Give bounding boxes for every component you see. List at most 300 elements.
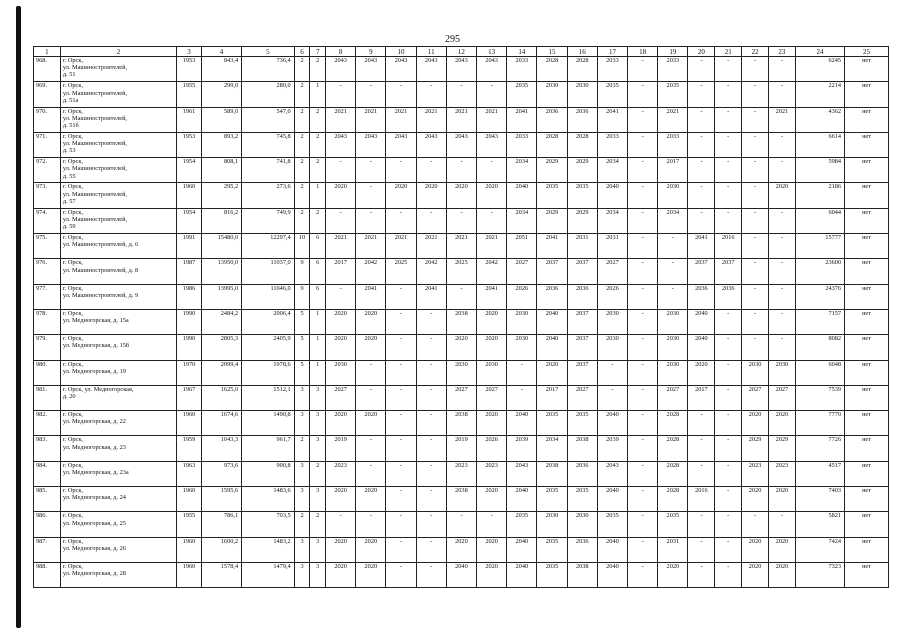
table-cell: - bbox=[628, 208, 658, 233]
row-number-cell: 974. bbox=[34, 208, 61, 233]
column-number: 24 bbox=[795, 47, 844, 57]
table-cell: 2036 bbox=[537, 107, 567, 132]
table-cell: 1960 bbox=[177, 411, 202, 436]
row-number-cell: 982. bbox=[34, 411, 61, 436]
table-cell: - bbox=[416, 158, 446, 183]
table-cell: 2030 bbox=[446, 360, 476, 385]
table-row bbox=[34, 385, 889, 410]
table-cell: нет bbox=[845, 234, 889, 259]
table-cell: 1625,0 bbox=[201, 385, 241, 410]
address-cell: г. Орск, ул. Машиностроителей, д. 8 bbox=[60, 259, 176, 284]
table-cell: 2020 bbox=[477, 309, 507, 334]
table-cell: 1960 bbox=[177, 537, 202, 562]
table-cell: 2041 bbox=[416, 284, 446, 309]
column-number: 17 bbox=[597, 47, 627, 57]
table-cell: 2033 bbox=[658, 132, 688, 157]
table-cell: 2 bbox=[294, 512, 310, 537]
table-cell: 2006,4 bbox=[242, 309, 295, 334]
table-cell: - bbox=[386, 537, 416, 562]
table-cell: 2041 bbox=[597, 107, 627, 132]
table-cell: 2038 bbox=[446, 309, 476, 334]
table-row bbox=[34, 208, 889, 233]
table-row bbox=[34, 512, 889, 537]
table-cell: - bbox=[688, 132, 715, 157]
table-row bbox=[34, 284, 889, 309]
table-cell: 2036 bbox=[567, 461, 597, 486]
table-row bbox=[34, 309, 889, 334]
table-cell: 2021 bbox=[477, 107, 507, 132]
table-cell: 2038 bbox=[446, 487, 476, 512]
table-cell: нет bbox=[845, 537, 889, 562]
address-cell: г. Орск, ул. Медногорская, д. 23 bbox=[60, 436, 176, 461]
table-row bbox=[34, 183, 889, 208]
table-cell: 15480,0 bbox=[201, 234, 241, 259]
table-cell: - bbox=[715, 537, 742, 562]
table-cell: 2042 bbox=[477, 259, 507, 284]
table-cell: 2030 bbox=[507, 309, 537, 334]
table-cell: 15777 bbox=[795, 234, 844, 259]
table-cell: - bbox=[356, 183, 386, 208]
table-cell: 2186 bbox=[795, 183, 844, 208]
table-cell: 1954 bbox=[177, 208, 202, 233]
table-cell: 961,7 bbox=[242, 436, 295, 461]
table-cell: - bbox=[416, 512, 446, 537]
table-cell: 2043 bbox=[326, 132, 356, 157]
table-cell: - bbox=[356, 461, 386, 486]
table-cell: 2 bbox=[310, 158, 326, 183]
table-cell: 2023 bbox=[742, 461, 769, 486]
address-cell: г. Орск, ул. Медногорская, д. 25 bbox=[60, 512, 176, 537]
table-cell: - bbox=[688, 183, 715, 208]
table-cell: - bbox=[768, 208, 795, 233]
table-cell: - bbox=[715, 436, 742, 461]
address-cell: г. Орск, ул. Медногорская, д. 24 bbox=[60, 487, 176, 512]
row-number-cell: 986. bbox=[34, 512, 61, 537]
address-cell: г. Орск, ул. Машиностроителей, д. 6 bbox=[60, 234, 176, 259]
table-cell: 2036 bbox=[567, 284, 597, 309]
table-cell: 2026 bbox=[477, 436, 507, 461]
table-cell: 2028 bbox=[658, 461, 688, 486]
table-cell: - bbox=[386, 385, 416, 410]
table-cell: - bbox=[416, 385, 446, 410]
table-cell: - bbox=[416, 461, 446, 486]
table-cell: 6614 bbox=[795, 132, 844, 157]
table-cell: 3 bbox=[294, 562, 310, 587]
table-cell: 2023 bbox=[326, 461, 356, 486]
table-cell: 6048 bbox=[795, 360, 844, 385]
address-cell: г. Орск, ул. Медногорская, д. 26 bbox=[60, 537, 176, 562]
table-cell: - bbox=[326, 284, 356, 309]
table-cell: 2038 bbox=[567, 562, 597, 587]
table-cell: - bbox=[768, 309, 795, 334]
table-row bbox=[34, 461, 889, 486]
table-cell: - bbox=[326, 512, 356, 537]
table-cell: - bbox=[628, 234, 658, 259]
table-row bbox=[34, 132, 889, 157]
table-cell: 1483,6 bbox=[242, 487, 295, 512]
table-cell: - bbox=[742, 512, 769, 537]
table-cell: 2034 bbox=[507, 158, 537, 183]
table-cell: 2037 bbox=[567, 360, 597, 385]
table-cell: 1953 bbox=[177, 57, 202, 82]
table-cell: 2034 bbox=[537, 436, 567, 461]
table-cell: - bbox=[715, 107, 742, 132]
table-cell: - bbox=[446, 158, 476, 183]
table-cell: 973,6 bbox=[201, 461, 241, 486]
table-cell: 2035 bbox=[537, 183, 567, 208]
table-cell: 2020 bbox=[768, 537, 795, 562]
table-cell: 1600,2 bbox=[201, 537, 241, 562]
table-cell: - bbox=[742, 309, 769, 334]
table-cell: 5984 bbox=[795, 158, 844, 183]
table-cell: 2 bbox=[310, 57, 326, 82]
address-cell: г. Орск, ул. Медногорская, д. 15а bbox=[60, 309, 176, 334]
table-cell: 1963 bbox=[177, 461, 202, 486]
column-number: 14 bbox=[507, 47, 537, 57]
table-cell: 2030 bbox=[537, 82, 567, 107]
table-cell: - bbox=[356, 158, 386, 183]
table-cell: 2028 bbox=[658, 487, 688, 512]
table-cell: 10 bbox=[294, 234, 310, 259]
table-cell: 2035 bbox=[567, 487, 597, 512]
table-cell: 3 bbox=[294, 385, 310, 410]
table-cell: 589,0 bbox=[201, 107, 241, 132]
table-cell: 1043,3 bbox=[201, 436, 241, 461]
table-cell: 1 bbox=[310, 309, 326, 334]
table-cell: - bbox=[628, 132, 658, 157]
table-cell: 2020 bbox=[688, 360, 715, 385]
table-cell: 1479,4 bbox=[242, 562, 295, 587]
table-cell: - bbox=[715, 487, 742, 512]
table-cell: - bbox=[416, 436, 446, 461]
column-number: 12 bbox=[446, 47, 476, 57]
table-cell: 2025 bbox=[386, 259, 416, 284]
table-cell: - bbox=[356, 360, 386, 385]
table-cell: - bbox=[715, 132, 742, 157]
table-cell: 2039 bbox=[597, 436, 627, 461]
table-cell: 6245 bbox=[795, 57, 844, 82]
table-cell: - bbox=[688, 57, 715, 82]
table-cell: 2033 bbox=[658, 57, 688, 82]
table-cell: - bbox=[628, 512, 658, 537]
table-cell: 2043 bbox=[477, 57, 507, 82]
table-cell: 2030 bbox=[567, 512, 597, 537]
table-cell: 7403 bbox=[795, 487, 844, 512]
column-number-row bbox=[34, 47, 889, 57]
table-cell: нет bbox=[845, 57, 889, 82]
column-number: 21 bbox=[715, 47, 742, 57]
table-cell: нет bbox=[845, 487, 889, 512]
table-cell: 2021 bbox=[446, 234, 476, 259]
housing-repair-schedule-table bbox=[33, 46, 889, 588]
table-cell: - bbox=[356, 82, 386, 107]
table-cell: - bbox=[446, 82, 476, 107]
table-cell: 2020 bbox=[477, 183, 507, 208]
table-cell: 2 bbox=[310, 107, 326, 132]
table-cell: 2020 bbox=[446, 183, 476, 208]
table-row bbox=[34, 57, 889, 82]
address-cell: г. Орск, ул. Машиностроителей, д. 51а bbox=[60, 82, 176, 107]
table-cell: - bbox=[742, 284, 769, 309]
row-number-cell: 978. bbox=[34, 309, 61, 334]
table-cell: 2027 bbox=[446, 385, 476, 410]
table-cell: 5 bbox=[294, 360, 310, 385]
table-cell: 1959 bbox=[177, 436, 202, 461]
table-cell: 2028 bbox=[567, 132, 597, 157]
table-cell: 2030 bbox=[597, 309, 627, 334]
table-cell: 2040 bbox=[507, 411, 537, 436]
table-cell: 1978,6 bbox=[242, 360, 295, 385]
table-cell: 1960 bbox=[177, 562, 202, 587]
table-cell: 2039 bbox=[507, 436, 537, 461]
table-row bbox=[34, 335, 889, 360]
address-cell: г. Орск, ул. Медногорская, д. 15б bbox=[60, 335, 176, 360]
table-cell: 2021 bbox=[658, 107, 688, 132]
table-cell: - bbox=[628, 360, 658, 385]
table-cell: 2099,4 bbox=[201, 360, 241, 385]
table-cell: 3 bbox=[294, 411, 310, 436]
table-cell: нет bbox=[845, 183, 889, 208]
table-cell: 2020 bbox=[356, 309, 386, 334]
table-cell: - bbox=[742, 82, 769, 107]
table-cell: 2043 bbox=[446, 132, 476, 157]
table-cell: 2040 bbox=[507, 183, 537, 208]
table-cell: 2026 bbox=[507, 284, 537, 309]
table-cell: - bbox=[658, 284, 688, 309]
table-cell: - bbox=[477, 158, 507, 183]
table-cell: - bbox=[416, 537, 446, 562]
table-cell: 2030 bbox=[477, 360, 507, 385]
column-number: 16 bbox=[567, 47, 597, 57]
table-cell: 2020 bbox=[326, 335, 356, 360]
table-cell: - bbox=[768, 158, 795, 183]
column-number: 1 bbox=[34, 47, 61, 57]
column-number: 15 bbox=[537, 47, 567, 57]
table-cell: 2041 bbox=[356, 284, 386, 309]
table-cell: 11046,0 bbox=[242, 284, 295, 309]
table-row bbox=[34, 259, 889, 284]
table-cell: - bbox=[386, 208, 416, 233]
table-cell: - bbox=[715, 461, 742, 486]
table-cell: 2043 bbox=[356, 132, 386, 157]
table-cell: 2035 bbox=[537, 562, 567, 587]
table-cell: 2020 bbox=[537, 360, 567, 385]
table-cell: 2020 bbox=[356, 335, 386, 360]
table-cell: 2020 bbox=[326, 537, 356, 562]
table-cell: 4517 bbox=[795, 461, 844, 486]
table-cell: 2021 bbox=[768, 107, 795, 132]
column-number: 7 bbox=[310, 47, 326, 57]
table-cell: 2035 bbox=[658, 512, 688, 537]
table-cell: нет bbox=[845, 107, 889, 132]
table-cell: 2021 bbox=[416, 234, 446, 259]
address-cell: г. Орск, ул. Машиностроителей, д. 53 bbox=[60, 132, 176, 157]
table-cell: 900,8 bbox=[242, 461, 295, 486]
table-cell: нет bbox=[845, 512, 889, 537]
table-cell: 2040 bbox=[537, 309, 567, 334]
table-cell: 2041 bbox=[507, 107, 537, 132]
table-cell: - bbox=[628, 436, 658, 461]
table-cell: нет bbox=[845, 385, 889, 410]
table-cell: - bbox=[768, 284, 795, 309]
table-cell: 2036 bbox=[688, 284, 715, 309]
table-cell: - bbox=[742, 234, 769, 259]
table-cell: - bbox=[742, 259, 769, 284]
row-number-cell: 987. bbox=[34, 537, 61, 562]
table-cell: 7539 bbox=[795, 385, 844, 410]
table-cell: 2027 bbox=[477, 385, 507, 410]
table-cell: 9 bbox=[294, 259, 310, 284]
address-cell: г. Орск, ул. Машиностроителей, д. 9 bbox=[60, 284, 176, 309]
table-cell: - bbox=[628, 82, 658, 107]
table-cell: - bbox=[386, 309, 416, 334]
table-cell: 2 bbox=[294, 107, 310, 132]
table-cell: - bbox=[326, 208, 356, 233]
table-cell: 2040 bbox=[507, 537, 537, 562]
table-cell: 2017 bbox=[688, 385, 715, 410]
table-cell: 7770 bbox=[795, 411, 844, 436]
table-cell: - bbox=[507, 360, 537, 385]
table-cell: - bbox=[446, 208, 476, 233]
table-cell: - bbox=[715, 57, 742, 82]
table-cell: 280,0 bbox=[242, 82, 295, 107]
table-cell: - bbox=[742, 132, 769, 157]
table-cell: - bbox=[688, 512, 715, 537]
table-cell: 2214 bbox=[795, 82, 844, 107]
table-cell: 2034 bbox=[597, 158, 627, 183]
table-cell: 2040 bbox=[446, 562, 476, 587]
table-cell: нет bbox=[845, 562, 889, 587]
table-cell: 2029 bbox=[567, 158, 597, 183]
column-number: 13 bbox=[477, 47, 507, 57]
table-cell: 2043 bbox=[597, 461, 627, 486]
table-cell: 2043 bbox=[326, 57, 356, 82]
column-number: 22 bbox=[742, 47, 769, 57]
table-cell: 2 bbox=[310, 208, 326, 233]
table-cell: - bbox=[326, 82, 356, 107]
table-cell: 1578,4 bbox=[201, 562, 241, 587]
table-cell: 5 bbox=[294, 335, 310, 360]
table-cell: - bbox=[386, 158, 416, 183]
column-number: 3 bbox=[177, 47, 202, 57]
table-cell: 1953 bbox=[177, 132, 202, 157]
column-number: 19 bbox=[658, 47, 688, 57]
table-cell: - bbox=[446, 284, 476, 309]
table-cell: 1991 bbox=[177, 234, 202, 259]
table-cell: 2021 bbox=[326, 234, 356, 259]
table-cell: - bbox=[386, 284, 416, 309]
row-number-cell: 981. bbox=[34, 385, 61, 410]
table-cell: нет bbox=[845, 360, 889, 385]
table-cell: 6 bbox=[310, 259, 326, 284]
table-cell: 1970 bbox=[177, 360, 202, 385]
table-cell: 2035 bbox=[597, 512, 627, 537]
table-cell: - bbox=[386, 335, 416, 360]
table-cell: - bbox=[715, 335, 742, 360]
table-cell: 11037,0 bbox=[242, 259, 295, 284]
table-cell: 2019 bbox=[326, 436, 356, 461]
table-cell: 2 bbox=[294, 82, 310, 107]
row-number-cell: 980. bbox=[34, 360, 61, 385]
table-cell: - bbox=[416, 309, 446, 334]
table-cell: 2030 bbox=[567, 82, 597, 107]
row-number-cell: 969. bbox=[34, 82, 61, 107]
row-number-cell: 983. bbox=[34, 436, 61, 461]
table-cell: 2 bbox=[310, 132, 326, 157]
table-cell: 1986 bbox=[177, 284, 202, 309]
table-cell: - bbox=[715, 82, 742, 107]
table-cell: 2026 bbox=[597, 284, 627, 309]
table-cell: 2023 bbox=[768, 461, 795, 486]
table-cell: 6 bbox=[310, 284, 326, 309]
column-number: 23 bbox=[768, 47, 795, 57]
table-cell: 2037 bbox=[567, 309, 597, 334]
column-number: 5 bbox=[242, 47, 295, 57]
table-cell: 1990 bbox=[177, 335, 202, 360]
table-cell: 2023 bbox=[446, 461, 476, 486]
table-cell: 741,8 bbox=[242, 158, 295, 183]
table-cell: 3 bbox=[294, 461, 310, 486]
column-number: 10 bbox=[386, 47, 416, 57]
table-cell: 2027 bbox=[567, 385, 597, 410]
table-cell: нет bbox=[845, 411, 889, 436]
table-row bbox=[34, 537, 889, 562]
address-cell: г. Орск, ул. Машиностроителей, д. 51 bbox=[60, 57, 176, 82]
address-cell: г. Орск, ул. Машиностроителей, д. 51б bbox=[60, 107, 176, 132]
table-cell: 2021 bbox=[477, 234, 507, 259]
table-cell: 2034 bbox=[507, 208, 537, 233]
table-cell: 2 bbox=[310, 512, 326, 537]
table-cell: - bbox=[768, 132, 795, 157]
table-cell: 2040 bbox=[597, 487, 627, 512]
table-cell: 1512,1 bbox=[242, 385, 295, 410]
table-cell: - bbox=[715, 309, 742, 334]
table-cell: 2043 bbox=[416, 57, 446, 82]
table-cell: 23600 bbox=[795, 259, 844, 284]
table-cell: 2033 bbox=[597, 132, 627, 157]
table-cell: 2020 bbox=[477, 335, 507, 360]
table-cell: - bbox=[356, 208, 386, 233]
page-number: 295 bbox=[445, 34, 460, 45]
table-cell: 2016 bbox=[715, 234, 742, 259]
table-cell: 2051 bbox=[507, 234, 537, 259]
table-cell: 2031 bbox=[597, 234, 627, 259]
table-cell: 2027 bbox=[768, 385, 795, 410]
table-cell: 7323 bbox=[795, 562, 844, 587]
table-cell: 2805,3 bbox=[201, 335, 241, 360]
table-cell: нет bbox=[845, 461, 889, 486]
table-cell: - bbox=[715, 385, 742, 410]
column-number: 11 bbox=[416, 47, 446, 57]
row-number-cell: 970. bbox=[34, 107, 61, 132]
table-cell: 2027 bbox=[597, 259, 627, 284]
table-row bbox=[34, 562, 889, 587]
table-cell: - bbox=[628, 562, 658, 587]
table-cell: 2030 bbox=[658, 309, 688, 334]
address-cell: г. Орск, ул. Машиностроителей, д. 59 bbox=[60, 208, 176, 233]
table-cell: 2020 bbox=[356, 487, 386, 512]
table-cell: - bbox=[477, 512, 507, 537]
table-cell: 2021 bbox=[356, 234, 386, 259]
table-cell: 3 bbox=[310, 411, 326, 436]
table-cell: - bbox=[386, 411, 416, 436]
table-row bbox=[34, 107, 889, 132]
table-cell: 2020 bbox=[416, 183, 446, 208]
table-cell: 2037 bbox=[688, 259, 715, 284]
table-cell: 2033 bbox=[507, 57, 537, 82]
table-cell: 2020 bbox=[477, 537, 507, 562]
table-cell: 2042 bbox=[416, 259, 446, 284]
